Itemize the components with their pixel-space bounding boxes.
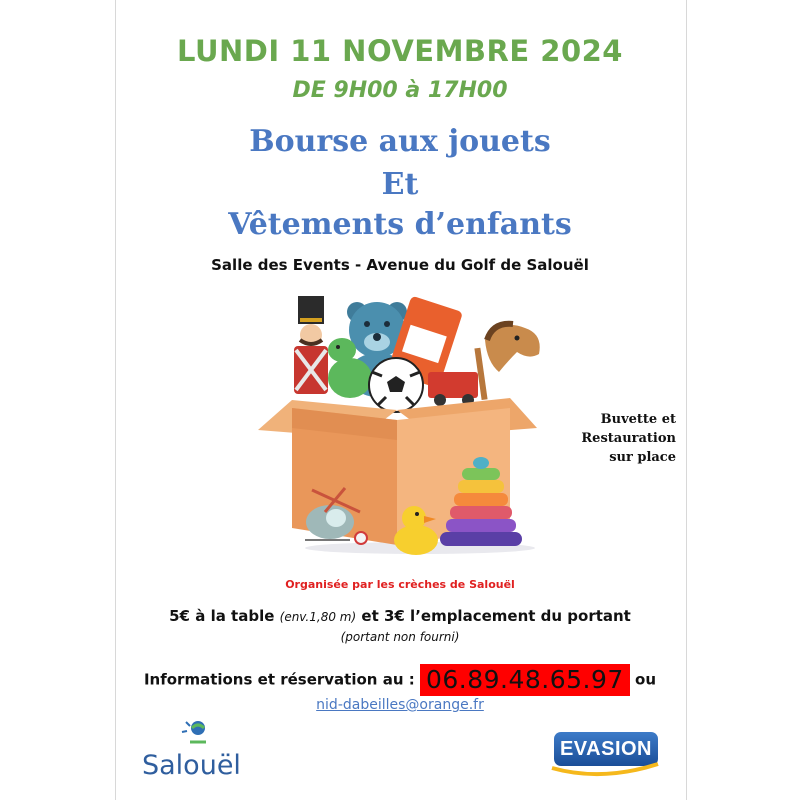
rack-note: (portant non fourni)	[340, 630, 460, 644]
title-line-2: Et	[381, 167, 419, 202]
refreshment-line-1: Buvette et	[600, 412, 676, 427]
toy-soldier-icon	[294, 296, 328, 394]
salouel-logo	[140, 712, 250, 792]
contact-line	[0, 664, 800, 696]
table-size: (env.1,80 m)	[279, 610, 357, 624]
event-hours: DE 9H00 à 17H00	[292, 78, 508, 103]
evasion-badge: EVASION	[554, 732, 658, 766]
organiser-text: Organisée par les crèches de Salouël	[285, 578, 515, 591]
refreshment-line-3: sur place	[609, 450, 676, 465]
salouel-wordmark: Salouël	[142, 750, 241, 781]
evasion-swoosh-icon	[548, 728, 663, 780]
event-date: LUNDI 11 NOVEMBRE 2024	[177, 34, 623, 68]
refreshment-note	[540, 410, 676, 467]
evasion-logo	[548, 728, 663, 780]
rack-price: et 3€ l’emplacement du portant	[361, 607, 631, 625]
toy-truck-icon	[428, 372, 478, 406]
contact-label: Informations et réservation au :	[143, 670, 415, 689]
pricing-line	[0, 607, 800, 625]
title-line-3: Vêtements d’enfants	[228, 207, 572, 242]
phone-number[interactable]: 06.89.48.65.97	[420, 664, 630, 696]
soccer-ball-icon	[369, 358, 423, 412]
email-link[interactable]: nid-dabeilles@orange.fr	[316, 697, 484, 713]
refreshment-line-2: Restauration	[581, 431, 676, 446]
title-line-1: Bourse aux jouets	[249, 124, 551, 159]
venue-address: Salle des Events - Avenue du Golf de Salouël	[211, 256, 589, 274]
contact-or: ou	[635, 670, 657, 689]
hobby-horse-icon	[474, 324, 539, 400]
small-ball-icon	[355, 532, 367, 544]
table-price: 5€ à la table	[169, 607, 275, 625]
